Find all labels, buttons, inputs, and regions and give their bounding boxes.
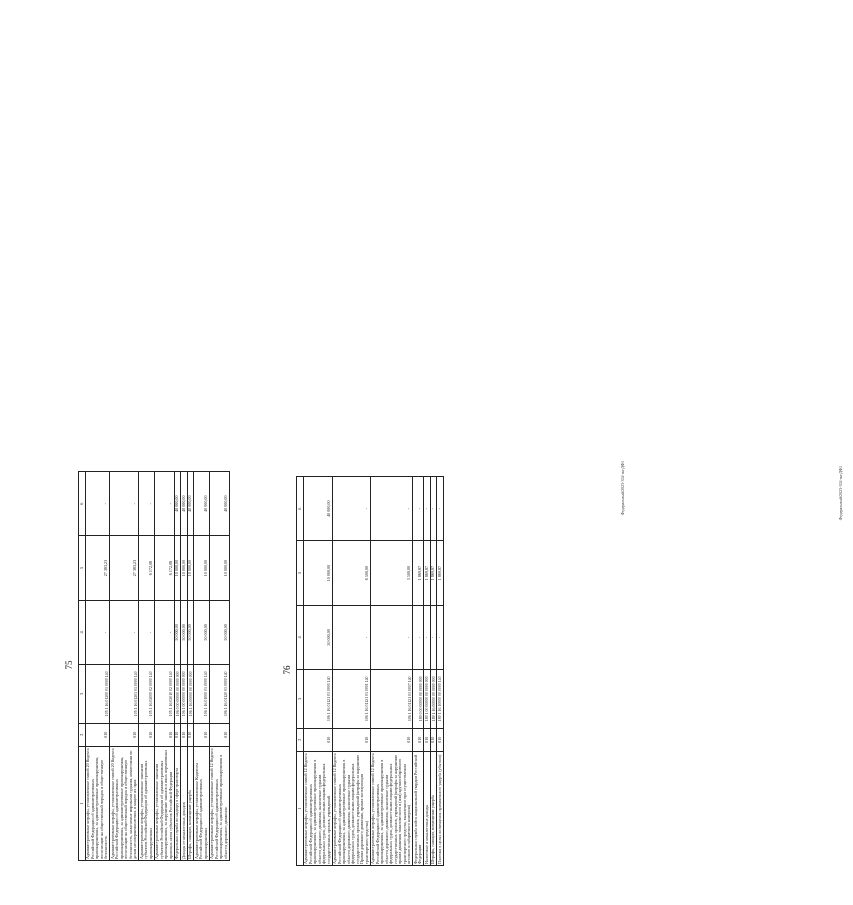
row-value-col-5: 6 172,08 — [139, 536, 155, 600]
row-code: 010 — [424, 728, 431, 751]
row-value-col-5: 10 000,00 — [303, 541, 332, 605]
row-kbk-code: 105 1 16 02010 02 0000 140 — [154, 665, 174, 723]
row-kbk-code: 180 1 00 00000 00 0000 000 — [424, 670, 431, 728]
row-value-col-6: - — [154, 472, 174, 536]
table-row — [413, 477, 424, 866]
row-value-col-5: 10 000,00 — [181, 536, 188, 600]
row-name: Доходы от неналоговых доходов — [181, 746, 188, 860]
row-value-col-5: 1 869,87 — [413, 541, 424, 605]
row-kbk-code: 106 1 00 00000 00 0000 000 — [181, 665, 188, 723]
table-left — [78, 471, 230, 861]
row-value-col-5: 1 869,87 — [424, 541, 431, 605]
row-kbk-code: 106 0 00 00000 00 0000 000 — [174, 665, 181, 723]
row-value-col-6: - — [110, 472, 139, 536]
page-number-right: 76 — [282, 665, 292, 675]
row-value-col-6: 40 000,00 — [194, 472, 210, 536]
row-code: 010 — [154, 723, 174, 746]
header-col-6: 6 — [79, 472, 86, 536]
row-name: Административные штрафы, установленные главой 12 Кодекса Российской Федерации об административных правонарушениях, за административные правонарушения в области дорожного движения, налагаемые судьями федеральных судов, должностными лицами федеральных государственных органов, учреждений — [303, 753, 331, 864]
header-col-3: 3 — [79, 665, 86, 723]
row-value-col-6: - — [430, 477, 437, 541]
row-name: Административные штрафы, установленные главой 20 Кодекса Российской Федерации об административных правонарушениях, за административные правонарушения, посягающие на общественный порядок и общественную безопасность, налагаемые мировыми судьями, комиссиями по делам несовершеннолетних и защите их прав — [109, 748, 138, 859]
row-kbk-code: 180 0 00 00000 00 0000 000 — [413, 670, 424, 728]
header-col-2: 2 — [297, 728, 304, 751]
table-row — [303, 477, 332, 866]
row-code: 010 — [413, 728, 424, 751]
header-col-1: 1 — [79, 746, 86, 860]
table-row — [332, 477, 370, 866]
row-value-col-4: 50 000,00 — [174, 600, 181, 664]
row-code: 010 — [139, 723, 155, 746]
row-code: 010 — [194, 723, 210, 746]
table-row — [139, 472, 155, 861]
row-code: 010 — [332, 728, 370, 751]
row-value-col-4: - — [430, 605, 437, 669]
table-right — [296, 476, 444, 866]
row-value-col-4: - — [437, 605, 444, 669]
row-value-col-6: 40 000,00 — [187, 472, 194, 536]
row-name: Административные штрафы, установленные главой 12 Кодекса Российской Федерации об административных правонарушениях, за административные правонарушения в области дорожного движения — [209, 748, 228, 859]
row-code: 010 — [209, 723, 229, 746]
row-kbk-code: 106 1 16 01000 01 0000 140 — [194, 665, 210, 723]
row-value-col-5: 10 000,00 — [209, 536, 229, 600]
row-value-col-6: 40 000,00 — [303, 477, 332, 541]
table-header-row — [297, 477, 304, 866]
row-code: 010 — [303, 728, 332, 751]
row-name: Штрафы, санкции, возмещение ущерба — [187, 746, 194, 860]
row-value-col-4: - — [370, 605, 413, 669]
row-value-col-6: - — [370, 477, 413, 541]
row-kbk-code: 180 1 16 00000 00 0000 000 — [430, 670, 437, 728]
table-row — [437, 477, 444, 866]
row-code: 010 — [85, 723, 110, 746]
row-kbk-code: 106 1 16 01121 01 0007 140 — [370, 670, 413, 728]
header-col-4: 4 — [297, 605, 304, 669]
row-value-col-5: 1 869,87 — [437, 541, 444, 605]
row-value-col-6: - — [424, 477, 431, 541]
row-code: 010 — [187, 723, 194, 746]
table-header-row — [79, 472, 86, 861]
footer-right: Федеральный/2023-352-на-ДФ1 — [838, 466, 843, 521]
row-code: 010 — [370, 728, 413, 751]
row-name: Административные штрафы, установленные законами субъектов Российской Федерации об административных правонарушениях, за нарушение законов и иных нормативных правовых актов субъектов Российской Федерации — [154, 746, 174, 860]
row-name: Платежи в целях возмещения причиненного ущерба (убытков) — [437, 751, 444, 865]
row-value-col-4: - — [85, 600, 110, 664]
row-value-col-5: 10 000,00 — [187, 536, 194, 600]
page-number-left: 75 — [64, 660, 74, 670]
row-value-col-6: 40 000,00 — [181, 472, 188, 536]
row-value-col-5: 1 869,87 — [430, 541, 437, 605]
header-col-1: 1 — [297, 751, 304, 865]
header-col-2: 2 — [79, 723, 86, 746]
row-kbk-code: 105 1 16 01200 01 0000 140 — [85, 665, 110, 723]
row-kbk-code: 106 1 16 00000 00 0000 000 — [187, 665, 194, 723]
header-col-4: 4 — [79, 600, 86, 664]
row-value-col-5: 10 000,00 — [174, 536, 181, 600]
row-value-col-6: - — [85, 472, 110, 536]
row-name: Налоговые и неналоговые доходы — [424, 751, 431, 865]
row-value-col-6: 40 000,00 — [209, 472, 229, 536]
row-value-col-6: - — [139, 472, 155, 536]
table-row — [110, 472, 139, 861]
table-row — [154, 472, 174, 861]
row-value-col-4: - — [154, 600, 174, 664]
row-value-col-6: 40 000,00 — [174, 472, 181, 536]
row-name: Административные штрафы, установленные законами субъектов Российской Федерации об административных правонарушениях — [139, 746, 155, 860]
row-name: Штрафы, санкции, возмещение ущерба — [430, 751, 437, 865]
row-value-col-5: 3 500,00 — [370, 541, 413, 605]
table-row — [85, 472, 110, 861]
row-kbk-code: 106 1 16 01121 01 0001 140 — [332, 670, 370, 728]
row-name: Административные штрафы, установленные Кодексом Российской Федерации об административных правонарушениях — [194, 746, 210, 860]
row-kbk-code: 105 1 16 01203 01 0000 140 — [110, 665, 139, 723]
row-value-col-4: 50 000,00 — [194, 600, 210, 664]
row-value-col-4: - — [110, 600, 139, 664]
header-col-6: 6 — [297, 477, 304, 541]
row-name: Административные штрафы, установленные главой 12 Кодекса Российской Федерации об административных правонарушениях, за административные правонарушения в области дорожного движения, налагаемые судьями федеральных судов, должностными лицами федеральных государственных органов, учреждений (штрафы за нарушение Правил дорожного движения, правил эксплуатации транспортного средства) — [332, 753, 369, 864]
table-row — [370, 477, 413, 866]
row-name: Федеральная служба по надзору в сфере транспорта — [174, 746, 181, 860]
row-value-col-5: 27 383,23 — [110, 536, 139, 600]
row-kbk-code: 105 1 16 02000 02 0000 140 — [139, 665, 155, 723]
row-name: Административные штрафы, установленные главой 12 Кодекса Российской Федерации об административных правонарушениях, за административные правонарушения в области дорожного движения, налагаемые судьями федеральных судов, должностными лицами федеральных государственных органов, учреждений (штрафы за нарушение правил движения тяжеловесного и (или) крупногабаритного транспортного средства, выявленное при осуществлении весового и габаритного контроля) — [370, 753, 412, 864]
row-value-col-6: - — [437, 477, 444, 541]
header-col-3: 3 — [297, 670, 304, 728]
row-code: 010 — [430, 728, 437, 751]
row-value-col-4: - — [332, 605, 370, 669]
row-name: Административные штрафы, установленные главой 20 Кодекса Российской Федерации об административных правонарушениях, за административные правонарушения, посягающие на общественный порядок и общественную безопасность — [85, 748, 109, 859]
row-value-col-4: - — [424, 605, 431, 669]
row-value-col-5: 10 000,00 — [194, 536, 210, 600]
footer-left: Федеральный/2023-352-на-ДФ1 — [620, 461, 625, 516]
row-value-col-4: - — [413, 605, 424, 669]
row-value-col-6: - — [413, 477, 424, 541]
row-value-col-5: 27 383,23 — [85, 536, 110, 600]
page-right — [278, 460, 853, 880]
row-value-col-4: 50 000,00 — [303, 605, 332, 669]
row-code: 010 — [181, 723, 188, 746]
row-kbk-code: 180 1 16 10000 00 0000 140 — [437, 670, 444, 728]
row-value-col-4: 50 000,00 — [209, 600, 229, 664]
row-code: 010 — [110, 723, 139, 746]
table-row — [209, 472, 229, 861]
row-name: Федеральная служба войск национальной гвардии Российской Федерации — [413, 751, 424, 865]
row-value-col-6: - — [332, 477, 370, 541]
row-kbk-code: 106 1 16 01121 01 0000 140 — [303, 670, 332, 728]
row-value-col-4: 50 000,00 — [181, 600, 188, 664]
row-value-col-4: - — [139, 600, 155, 664]
header-col-5: 5 — [79, 536, 86, 600]
header-col-5: 5 — [297, 541, 304, 605]
row-value-col-4: 50 000,00 — [187, 600, 194, 664]
row-code: 010 — [174, 723, 181, 746]
table-row — [194, 472, 210, 861]
row-value-col-5: 6 172,08 — [154, 536, 174, 600]
row-kbk-code: 106 1 16 01120 01 0000 140 — [209, 665, 229, 723]
row-value-col-5: 6 500,00 — [332, 541, 370, 605]
row-code: 010 — [437, 728, 444, 751]
